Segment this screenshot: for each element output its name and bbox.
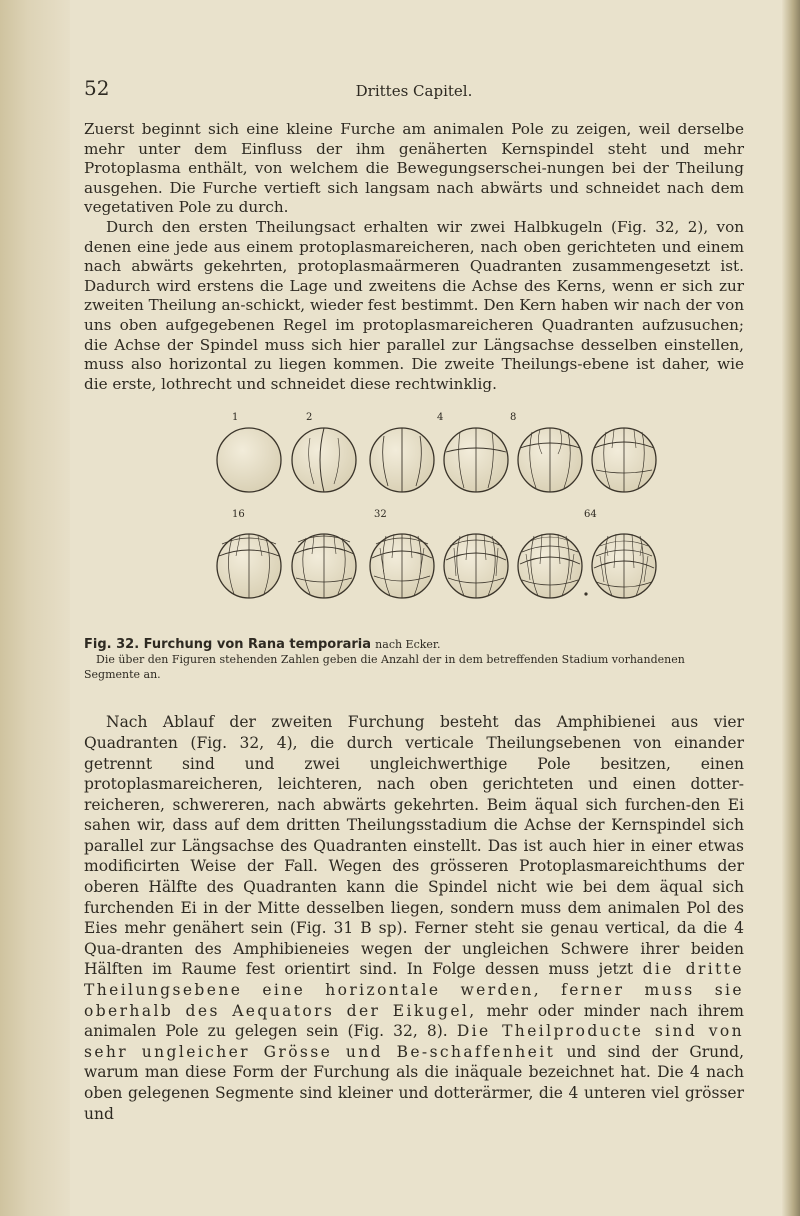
stage-label-8: 8 [510,412,517,424]
egg-stage-1 [217,428,281,492]
page-edge [782,0,800,1216]
paragraph-3-text-a: Nach Ablauf der zweiten Furchung besteht das Amphibienei aus vier Quadranten (Fig. 32, 4), die durch verticale Theilungsebenen von einander getrennt sind und zwei ungleichwerthige Pole besitzen, einen protoplasmareicheren, leichteren, nach oben gerichteten und einen dotter-reicheren, schwereren, nach abwärts gekehrten. Beim äqual sich furchen-den Ei sahen wir, dass auf dem dritten Theilungsstadium die Achse der Kernspindel sich parallel zur Längsachse des Quadranten einstellt. Das ist auch hier in einer etwas modificirten Weise der Fall. Wegen des grösseren Protoplasmareichthums der oberen Hälfte des Quadranten kann die Spindel nicht wie bei dem äqual sich furchenden Ei in der Mitte desselben liegen, sondern muss dem animalen Pol des Eies mehr genähert sein (Fig. 31 B sp). Ferner steht sie genau vertical, da die 4 Qua-dranten des Amphibieneies wegen der ungleichen Schwere ihrer beiden Hälften im Raume fest orientirt sind. In Folge dessen muss jetzt [84,713,744,979]
paragraph-3 [84,712,744,1124]
egg-stage-16a [592,428,656,492]
caption-after: nach Ecker. [375,638,441,652]
stage-label-16: 16 [232,509,245,521]
egg-stage-64 [592,534,656,598]
cleavage-illustration [84,408,744,633]
caption-body: Die über den Figuren stehenden Zahlen geben die Anzahl der in dem betreffenden Stadium vorhandenen Segmente an. [84,653,685,682]
paragraph-2-text: Durch den ersten Theilungsact erhalten wir zwei Halbkugeln (Fig. 32, 2), von denen eine jede aus einem protoplasmareicheren, nach oben gerichteten und einem nach abwärts gekehrten, protoplasmaärmeren Quadranten zusammengesetzt ist. Dadurch wird erstens die Lage und zweitens die Achse des Kerns, wenn er sich zur zweiten Theilung an-schickt, wieder fest bestimmt. Den Kern haben wir nach der von uns oben aufgegebenen Regel im protoplasmareicheren Quadranten aufzusuchen; die Achse der Spindel muss sich hier parallel zur Längsachse desselben einstellen, muss also horizontal zu liegen kommen. Die zweite Theilungs-ebene ist daher, wie die erste, lothrecht und schneidet diese rechtwinklig. [84,217,744,393]
egg-stage-4a [370,428,434,492]
figure-caption [84,637,744,682]
caption-title: Fig. 32. Furchung von Rana temporaria [84,637,372,653]
page-header [84,70,744,100]
paragraph-3-text-c: und sind der Grund, warum man diese Form der Furchung als die inäquale bezeichnet hat. Die 4 nach oben gelegenen Segmente sind kleiner und dotterärmer, die 4 unteren viel grösser und [84,1042,744,1123]
egg-stage-2 [292,428,356,492]
egg-stage-32 [370,534,434,598]
stage-label-64: 64 [584,509,597,521]
egg-stage-16b [292,534,356,598]
stage-label-4: 4 [437,412,444,424]
egg-stage-32b [444,534,508,598]
paragraph-2 [84,218,744,394]
book-gutter [0,0,70,1216]
running-head: Drittes Capitel. [355,82,473,100]
figure-32 [84,408,744,633]
egg-stage-64a [518,534,588,598]
egg-stage-16 [217,534,281,598]
stage-label-1: 1 [232,412,239,424]
book-page [84,70,744,1140]
egg-stage-8b [518,428,582,492]
paragraph-3-spaced-b: Die Theilproducte sind von sehr ungleicher Grösse und Be-schaffenheit [84,1022,744,1061]
paragraph-1-text: Zuerst beginnt sich eine kleine Furche am animalen Pole zu zeigen, weil derselbe mehr unter dem Einfluss der ihm genäherten Kernspindel steht und mehr Protoplasma enthält, von welchem die Bewegungserschei-nungen bei der Theilung ausgehen. Die Furche vertieft sich langsam nach abwärts und schneidet nach dem vegetativen Pole zu durch. [84,120,744,217]
paragraph-1 [84,120,744,218]
paragraph-3-spaced-a: die dritte Theilungsebene eine horizontale werden, ferner muss sie oberhalb des Aequators der Eikugel, [84,960,744,1020]
stage-label-2: 2 [306,412,313,424]
egg-stage-8 [444,428,508,492]
paragraph-3-text-b: mehr oder minder nach ihrem animalen Pole zu gelegen sein (Fig. 32, 8). [84,1001,744,1041]
page-number: 52 [84,76,110,100]
stage-label-32: 32 [374,509,387,521]
